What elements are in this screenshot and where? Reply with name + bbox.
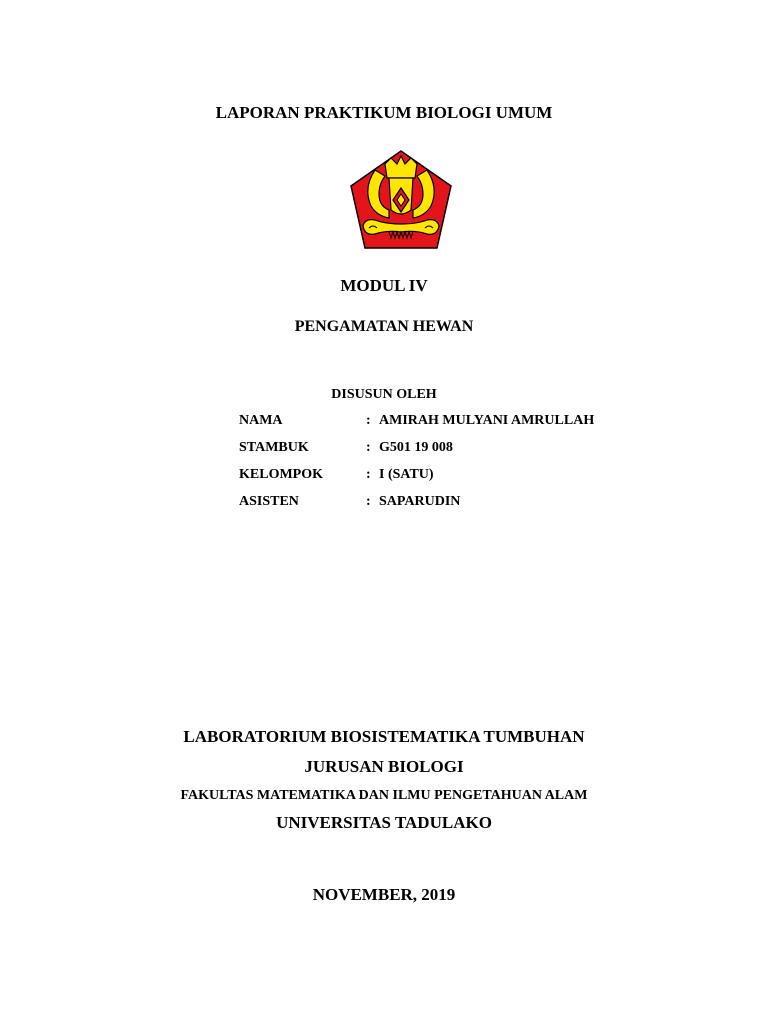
identity-value: G501 19 008 [379,440,453,455]
emblem-crown [385,156,417,178]
identity-separator: : [366,440,371,455]
identity-label: NAMA [239,413,283,428]
identity-label: STAMBUK [239,440,309,455]
department-name: JURUSAN BIOLOGI [304,757,464,776]
identity-value: I (SATU) [379,467,434,482]
report-date: NOVEMBER, 2019 [312,885,456,904]
identity-separator: : [366,467,371,482]
identity-value: AMIRAH MULYANI AMRULLAH [379,413,595,428]
laboratory-name: LABORATORIUM BIOSISTEMATIKA TUMBUHAN [183,727,585,746]
module-number: MODUL IV [340,276,428,295]
identity-value: SAPARUDIN [379,494,461,509]
report-title: LAPORAN PRAKTIKUM BIOLOGI UMUM [215,103,553,122]
module-topic: PENGAMATAN HEWAN [294,318,474,335]
university-emblem-icon [345,148,457,252]
identity-label: ASISTEN [239,494,299,509]
identity-label: KELOMPOK [239,467,323,482]
faculty-name: FAKULTAS MATEMATIKA DAN ILMU PENGETAHUAN ALAM [180,788,588,803]
identity-separator: : [366,494,371,509]
identity-separator: : [366,413,371,428]
compiled-by-heading: DISUSUN OLEH [331,387,437,402]
university-name: UNIVERSITAS TADULAKO [276,813,492,832]
